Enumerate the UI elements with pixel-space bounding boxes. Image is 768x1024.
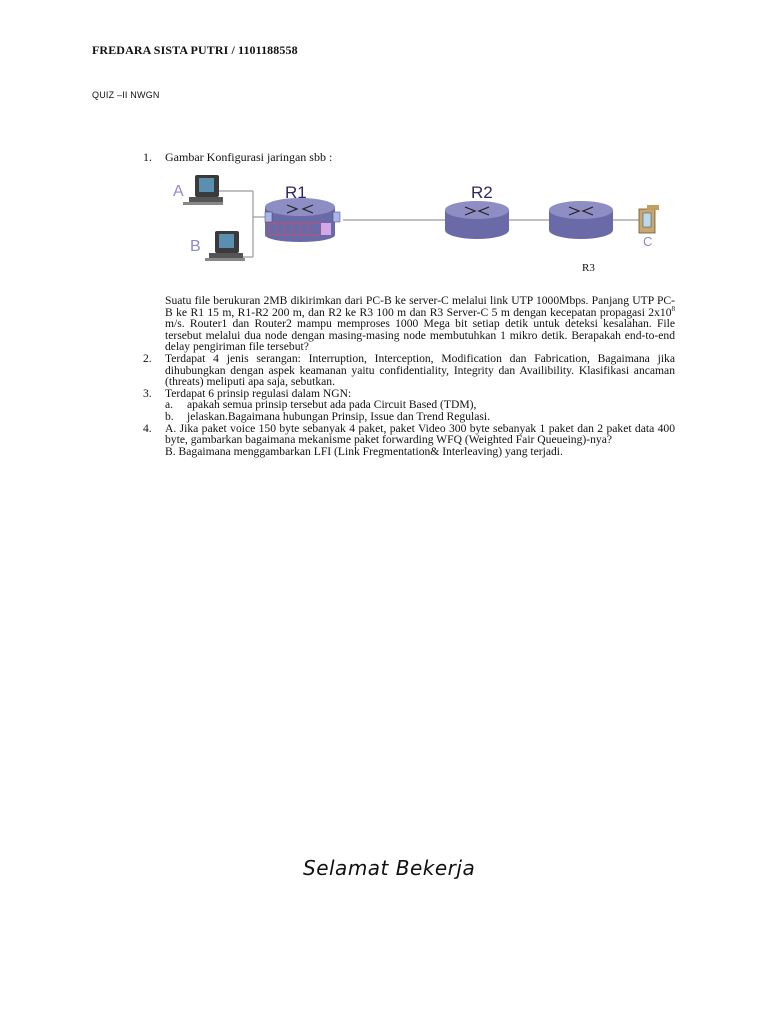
- question-4: [143, 423, 675, 446]
- sub-text: apakah semua prinsip tersebut ada pada Circuit Based (TDM),: [187, 398, 477, 412]
- sub-letter: b.: [165, 409, 174, 423]
- question-1-text-part-2: m/s. Router1 dan Router2 mampu memproses 1000 Mega bit setiap detik untuk deteksi kesalahan. File tersebut melalui dua node dengan masing-masing node membutuhkan 1 mikro detik. Berapakah end-to-end delay pengiriman file tersebut?: [165, 317, 675, 354]
- question-1-text: [165, 295, 675, 353]
- router-r3-label: R3: [582, 262, 595, 274]
- closing-text: Selamat Bekerja: [303, 856, 476, 880]
- question-1-intro-text: Gambar Konfigurasi jaringan sbb :: [165, 150, 333, 164]
- question-1-intro: [143, 150, 332, 165]
- computer-a-icon: [183, 175, 223, 205]
- question-1-text-part-1: Suatu file berukuran 2MB dikirimkan dari PC-B ke server-C melalui link UTP 1000Mbps. Panjang UTP PC-B ke R1 15 m, R1-R2 200 m, dan R2 ke R3 100 m dan R3 Server-C 5 m dengan kecepatan propagasi 2x10: [165, 294, 675, 319]
- router-r1-icon: [265, 198, 340, 242]
- server-c-icon: [639, 205, 659, 233]
- network-diagram: [165, 165, 675, 280]
- question-3-text: Terdapat 6 prinsip regulasi dalam NGN:: [165, 386, 352, 400]
- question-4-part-b: B. Bagaimana menggambarkan LFI (Link Fregmentation& Interleaving) yang terjadi.: [165, 444, 563, 458]
- question-number: 3.: [143, 386, 152, 400]
- router-r2-icon: [445, 201, 509, 239]
- router-r2-label: R2: [471, 183, 493, 202]
- computer-b-icon: [205, 231, 245, 261]
- question-3-sub-b: [165, 411, 675, 423]
- question-4-part-a: A. Jika paket voice 150 byte sebanyak 4 paket, paket Video 300 byte sebanyak 1 paket dan 2 paket data 400 byte, gambarkan bagaimana mekanisme paket forwarding WFQ (Weighted Fair Queueing)-nya?: [165, 421, 675, 447]
- author-header: FREDARA SISTA PUTRI / 1101188558: [92, 43, 298, 57]
- question-list: [143, 295, 675, 457]
- router-r3-icon: [549, 201, 613, 239]
- node-b-label: B: [190, 238, 201, 255]
- question-2-text: Terdapat 4 jenis serangan: Interruption, Interception, Modification dan Fabrication, Bagaimana jika dihubungkan dengan aspek keamanan yaitu confidentiality, Integrity dan Availibility. Klasifikasi ancaman (threats) meliputi apa saja, sebutkan.: [165, 351, 675, 389]
- question-2: [143, 353, 675, 388]
- node-c-label: C: [643, 234, 653, 249]
- quiz-title: QUIZ –II NWGN: [92, 90, 160, 100]
- question-number: 4.: [143, 421, 152, 435]
- node-a-label: A: [173, 183, 184, 200]
- sub-letter: a.: [165, 398, 174, 412]
- sub-text: jelaskan.Bagaimana hubungan Prinsip, Issue dan Trend Regulasi.: [187, 409, 491, 423]
- question-number: 2.: [143, 351, 152, 365]
- question-number: 1.: [143, 150, 152, 164]
- router-r1-label: R1: [285, 183, 307, 202]
- exponent: 8: [671, 304, 675, 313]
